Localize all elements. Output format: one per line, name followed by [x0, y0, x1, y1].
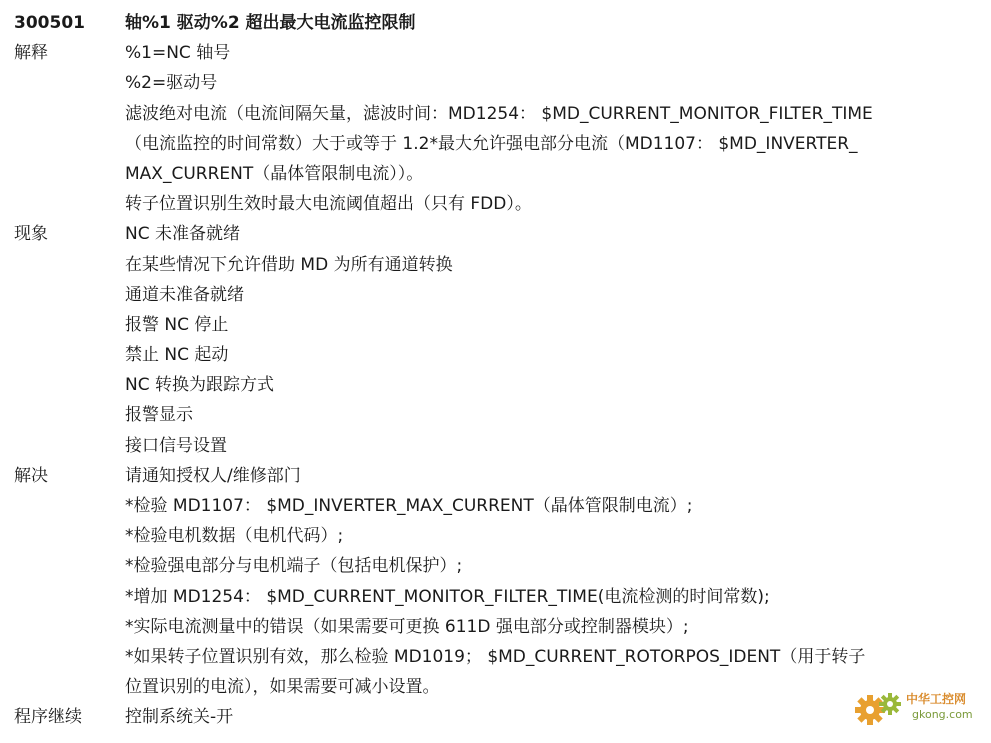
reaction-line: 报警 NC 停止	[125, 314, 229, 335]
remedy-line: 位置识别的电流），如果需要可减小设置。	[125, 677, 440, 698]
remedy-line: *检验 MD1107： $MD_INVERTER_MAX_CURRENT（晶体管限制电流）;	[125, 496, 693, 517]
explanation-line: %2=驱动号	[125, 73, 218, 94]
section-label-reaction: 现象	[14, 224, 48, 245]
explanation-line: MAX_CURRENT（晶体管限制电流））。	[125, 163, 424, 184]
reaction-line: 禁止 NC 起动	[125, 345, 229, 366]
section-explanation	[14, 38, 976, 219]
watermark-logo	[852, 684, 982, 732]
alarm-entry	[14, 8, 976, 733]
watermark-text: 中华工控网	[906, 692, 967, 706]
continue-line: 控制系统关-开	[125, 707, 234, 728]
alarm-header	[14, 8, 976, 38]
reaction-line: 报警显示	[125, 405, 193, 426]
watermark-url: gkong.com	[912, 708, 973, 721]
section-reaction	[14, 219, 976, 461]
explanation-line: %1=NC 轴号	[125, 43, 231, 64]
remedy-line: *检验电机数据（电机代码）;	[125, 526, 344, 547]
remedy-line: *检验强电部分与电机端子（包括电机保护）;	[125, 556, 463, 577]
alarm-number: 300501	[14, 13, 85, 33]
gear-icon	[852, 684, 908, 732]
section-label-explanation: 解释	[14, 43, 48, 64]
reaction-line: NC 未准备就绪	[125, 224, 240, 245]
reaction-line: 接口信号设置	[125, 435, 227, 456]
section-remedy	[14, 461, 976, 703]
alarm-title: 轴%1 驱动%2 超出最大电流监控限制	[125, 13, 416, 33]
remedy-line: *如果转子位置识别有效，那么检验 MD1019； $MD_CURRENT_ROTORPOS_IDENT（用于转子	[125, 646, 866, 667]
section-label-remedy: 解决	[14, 465, 48, 486]
section-continue	[14, 702, 976, 732]
explanation-line: 转子位置识别生效时最大电流阈值超出（只有 FDD）。	[125, 194, 532, 215]
remedy-line: *实际电流测量中的错误（如果需要可更换 611D 强电部分或控制器模块）;	[125, 616, 689, 637]
remedy-line: 请通知授权人/维修部门	[125, 465, 301, 486]
reaction-line: NC 转换为跟踪方式	[125, 375, 274, 396]
reaction-line: 在某些情况下允许借助 MD 为所有通道转换	[125, 254, 453, 275]
explanation-line: （电流监控的时间常数）大于或等于 1.2*最大允许强电部分电流（MD1107： $MD_INVERTER_	[125, 133, 858, 154]
explanation-line: 滤波绝对电流（电流间隔矢量，滤波时间：MD1254： $MD_CURRENT_MONITOR_FILTER_TIME	[125, 103, 873, 124]
section-label-continue: 程序继续	[14, 707, 82, 728]
reaction-line: 通道未准备就绪	[125, 284, 244, 305]
remedy-line: *增加 MD1254： $MD_CURRENT_MONITOR_FILTER_TIME(电流检测的时间常数);	[125, 586, 770, 607]
